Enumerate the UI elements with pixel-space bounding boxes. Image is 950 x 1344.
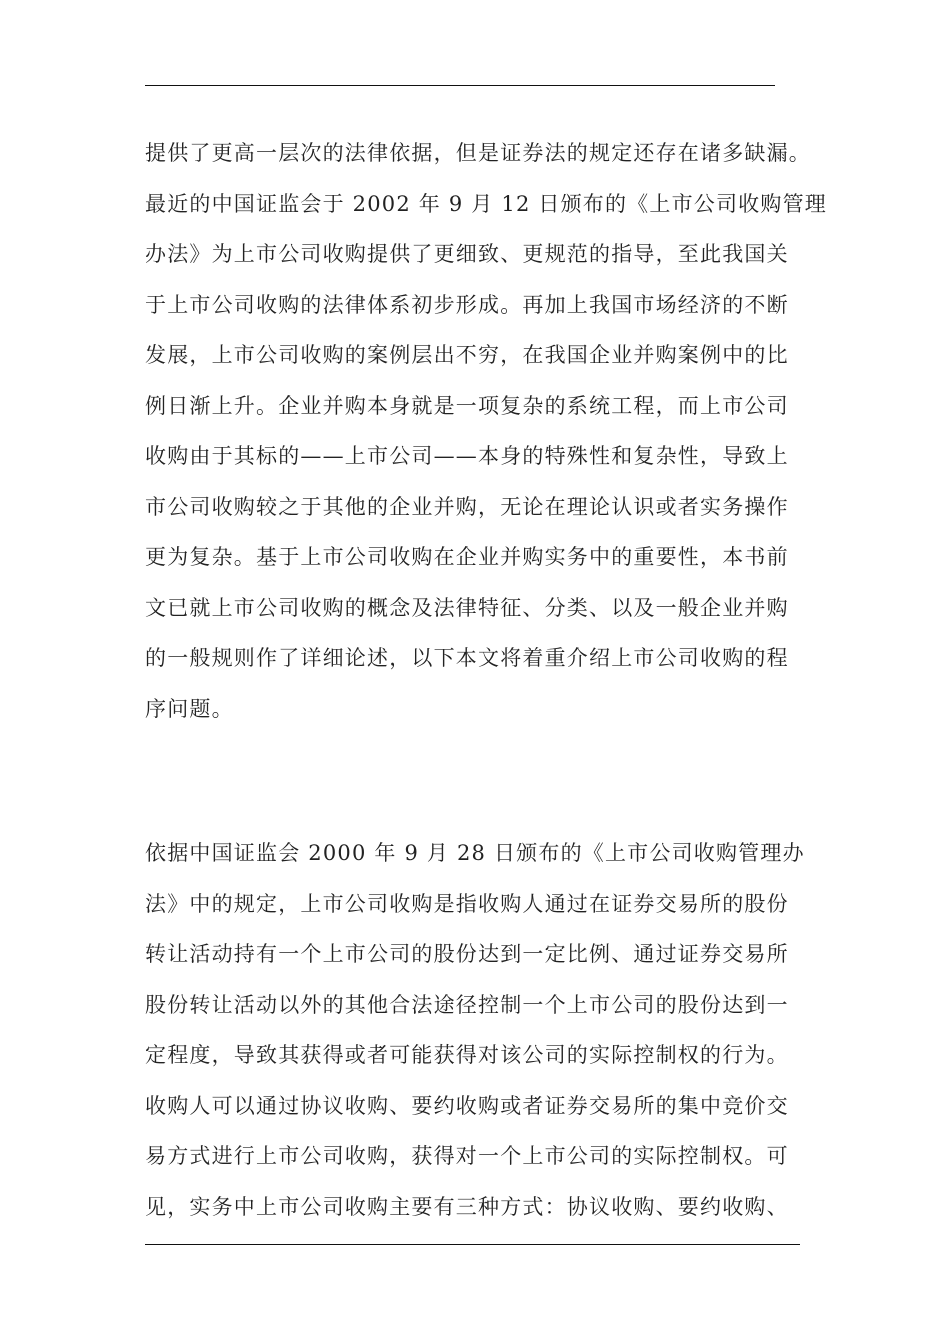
text-line: 发展，上市公司收购的案例层出不穷，在我国企业并购案例中的比 [145, 343, 789, 367]
text-line: 法》中的规定，上市公司收购是指收购人通过在证券交易所的股份 [145, 891, 789, 916]
footer-rule [145, 1244, 800, 1245]
text-line: 更为复杂。基于上市公司收购在企业并购实务中的重要性，本书前 [145, 545, 789, 569]
paragraph-2 [145, 828, 805, 1232]
text-line: 易方式进行上市公司收购，获得对一个上市公司的实际控制权。可 [145, 1144, 789, 1168]
text-line: 于上市公司收购的法律体系初步形成。再加上我国市场经济的不断 [145, 292, 789, 317]
text-line: 文已就上市公司收购的概念及法律特征、分类、以及一般企业并购 [145, 595, 789, 620]
text-line: 股份转让活动以外的其他合法途径控制一个上市公司的股份达到一 [145, 992, 789, 1017]
paragraph-1 [145, 128, 827, 734]
text-line: 最近的中国证监会于 2002 年 9 月 12 日颁布的《上市公司收购管理 [145, 191, 827, 216]
text-line: 收购人可以通过协议收购、要约收购或者证券交易所的集中竞价交 [145, 1093, 789, 1118]
header-rule [145, 85, 775, 86]
text-line: 依据中国证监会 2000 年 9 月 28 日颁布的《上市公司收购管理办 [145, 841, 805, 865]
text-line: 提供了更高一层次的法律依据，但是证券法的规定还存在诸多缺漏。 [145, 141, 811, 165]
text-line: 序问题。 [145, 696, 234, 721]
text-line: 转让活动持有一个上市公司的股份达到一定比例、通过证券交易所 [145, 942, 789, 966]
text-line: 定程度，导致其获得或者可能获得对该公司的实际控制权的行为。 [145, 1043, 789, 1067]
text-line: 市公司收购较之于其他的企业并购，无论在理论认识或者实务操作 [145, 494, 789, 519]
text-line: 办法》为上市公司收购提供了更细致、更规范的指导，至此我国关 [145, 242, 789, 266]
text-line: 见，实务中上市公司收购主要有三种方式：协议收购、要约收购、 [145, 1194, 789, 1219]
text-line: 的一般规则作了详细论述，以下本文将着重介绍上市公司收购的程 [145, 646, 789, 670]
text-line: 收购由于其标的——上市公司——本身的特殊性和复杂性，导致上 [145, 444, 789, 468]
text-line: 例日渐上升。企业并购本身就是一项复杂的系统工程，而上市公司 [145, 393, 789, 418]
